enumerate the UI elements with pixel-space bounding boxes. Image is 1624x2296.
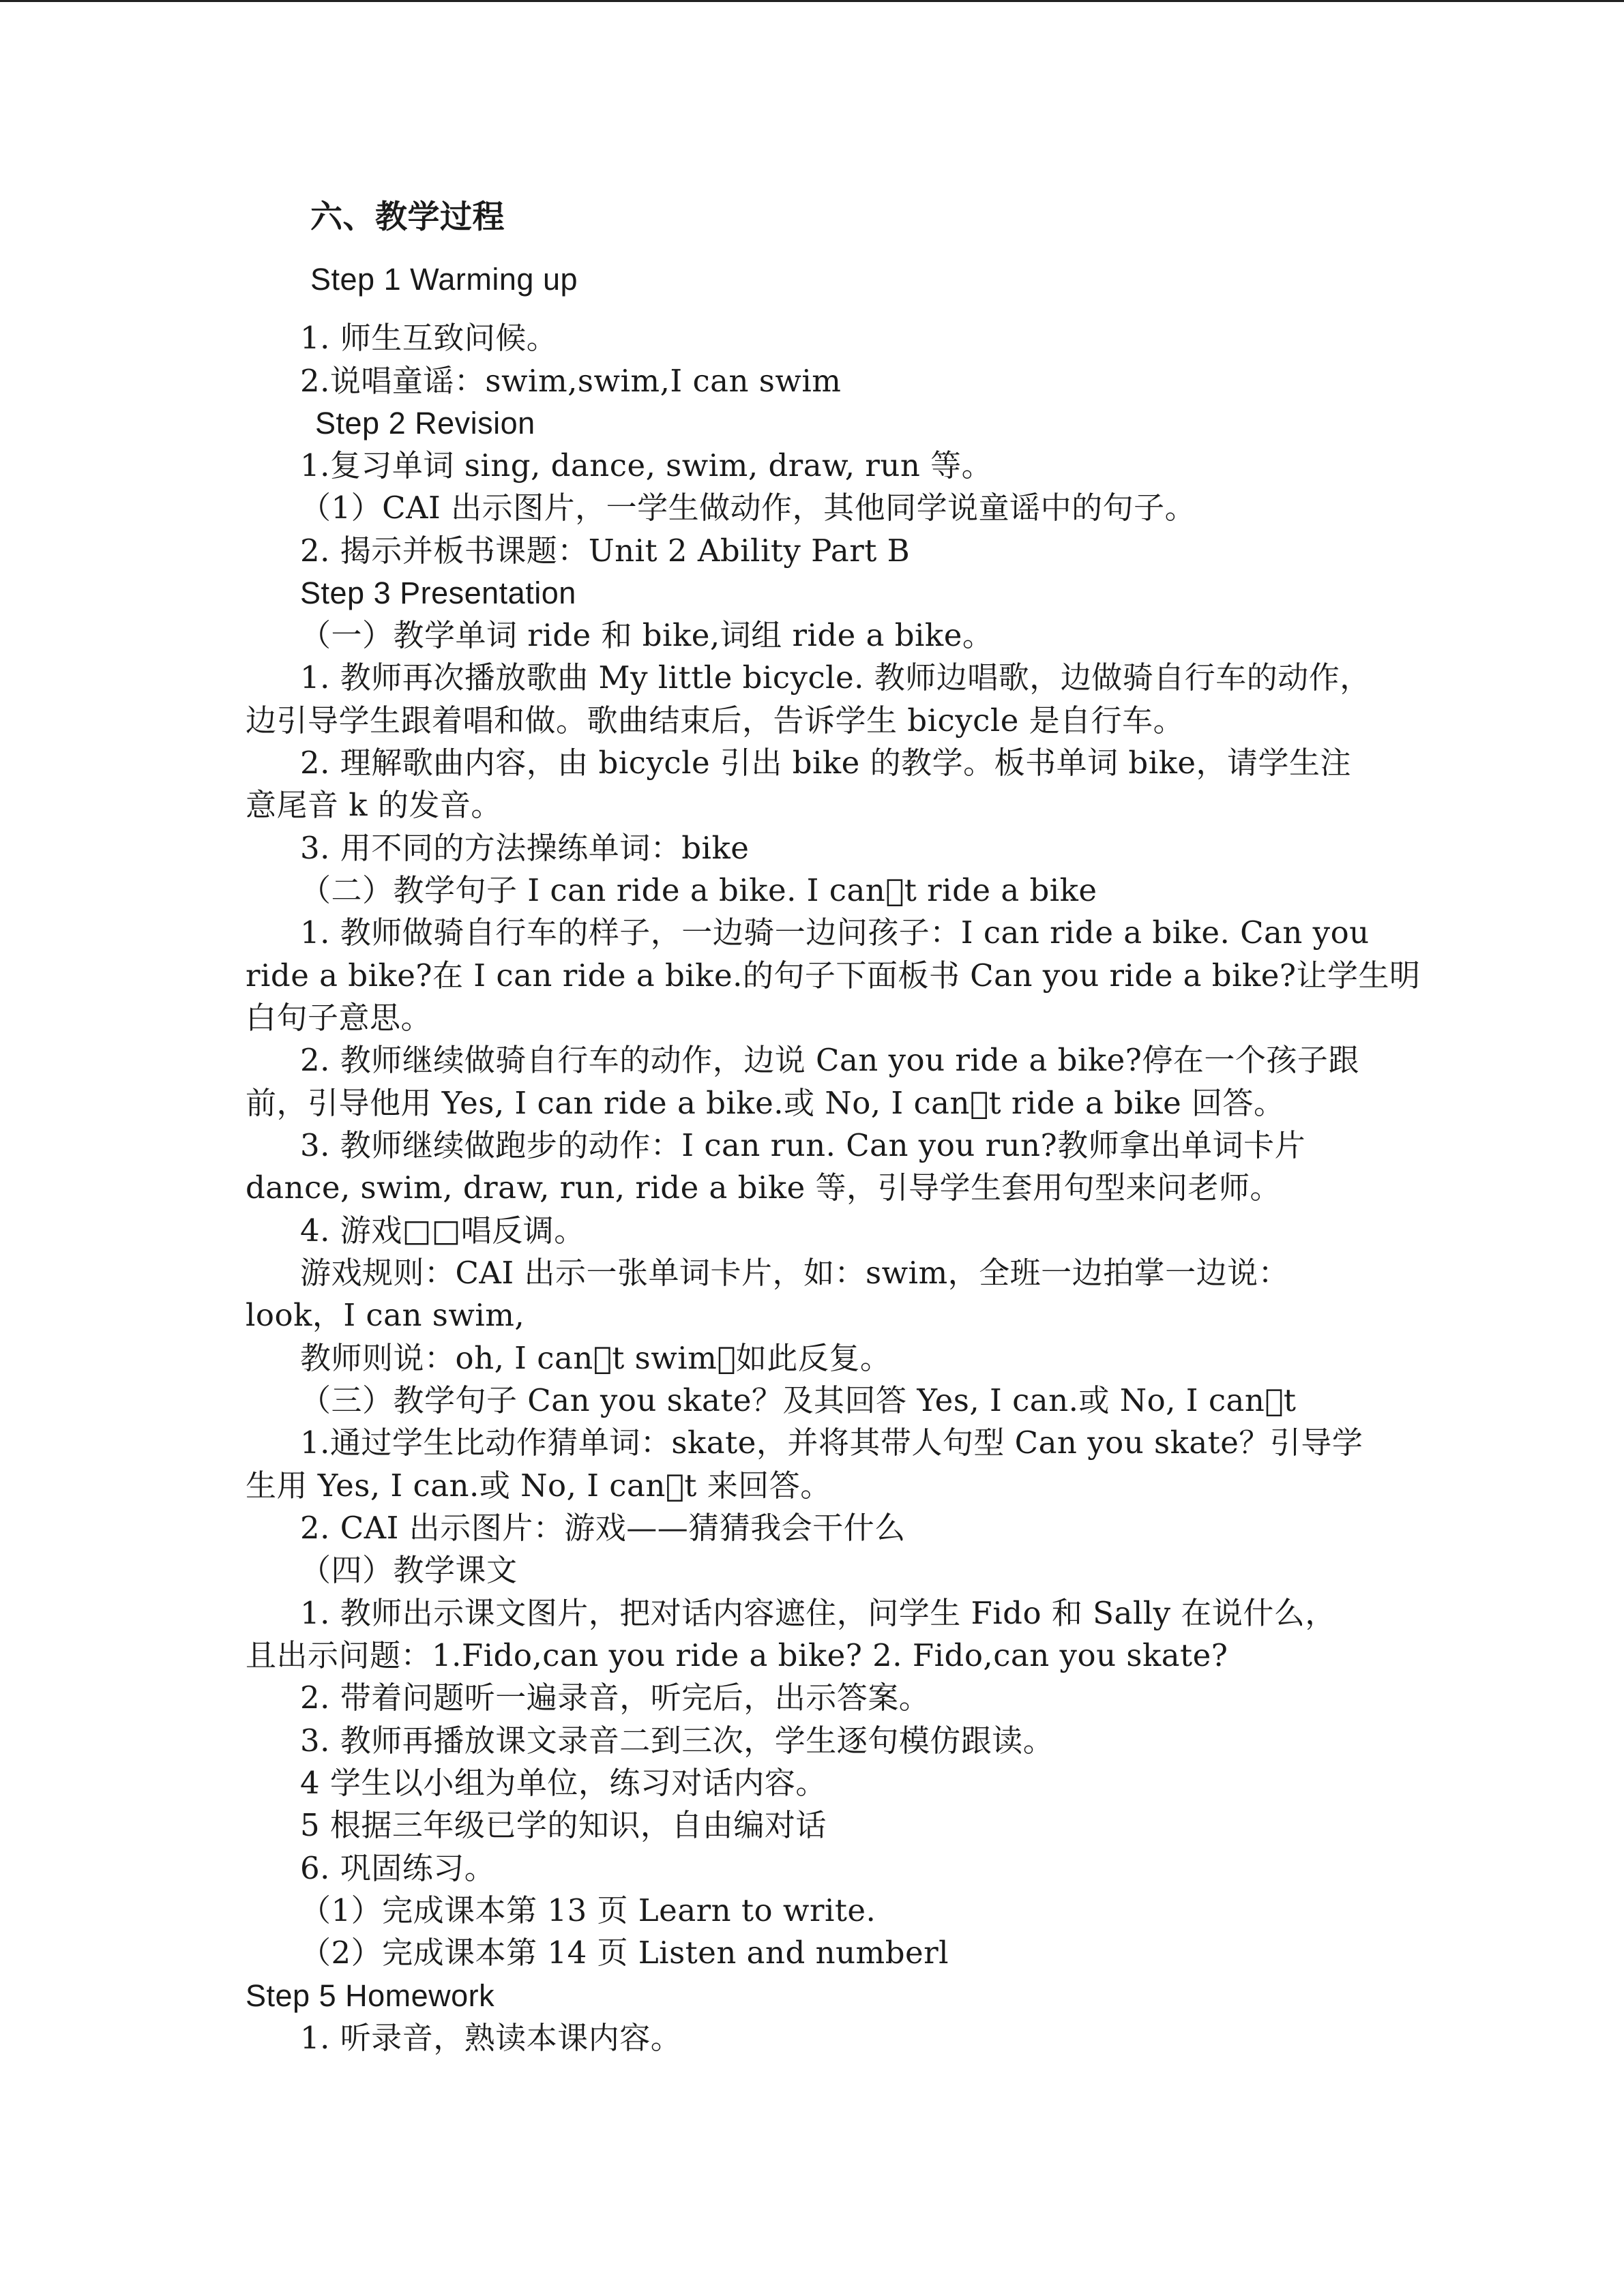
text-line: 2. 揭示并板书课题：Unit 2 Ability Part B bbox=[300, 533, 911, 569]
text-line: look，I can swim, bbox=[246, 1297, 525, 1333]
text-line: 6. 巩固练习。 bbox=[300, 1850, 496, 1886]
text-line: 教师则说：oh, I can t swim，如此反复。 bbox=[300, 1340, 891, 1376]
text-line: 2.说唱童谣：swim,swim,I can swim bbox=[300, 363, 842, 399]
text-line: dance, swim, draw, run, ride a bike 等，引导学生套用句型来问老师。 bbox=[246, 1169, 1282, 1206]
text-line: 2. 带着问题听一遍录音，听完后，出示答案。 bbox=[300, 1680, 930, 1716]
text-line: 5 根据三年级已学的知识，自由编对话 bbox=[300, 1807, 827, 1843]
text-line: （四）教学课文 bbox=[300, 1552, 518, 1588]
text-line: 1. 听录音，熟读本课内容。 bbox=[300, 2020, 682, 2056]
text-line: 1.复习单词 sing, dance, swim, draw, run 等。 bbox=[300, 447, 993, 483]
text-line: （三）教学句子 Can you skate？及其回答 Yes, I can.或 No, I can t bbox=[300, 1382, 1297, 1418]
step-3-heading: Step 3 Presentation bbox=[300, 576, 576, 610]
text-line: 4 学生以小组为单位，练习对话内容。 bbox=[300, 1765, 827, 1801]
text-line: 边引导学生跟着唱和做。歌曲结束后，告诉学生 bicycle 是自行车。 bbox=[246, 702, 1185, 739]
text-line: 意尾音 k 的发音。 bbox=[246, 787, 502, 823]
section-heading: 六、教学过程 bbox=[310, 198, 505, 236]
text-line: （1）CAI 出示图片，一学生做动作，其他同学说童谣中的句子。 bbox=[300, 490, 1196, 526]
text-line: ride a bike?在 I can ride a bike.的句子下面板书 Can you ride a bike?让学生明 bbox=[246, 957, 1421, 994]
text-line: 且出示问题：1.Fido,can you ride a bike? 2. Fido,can you skate? bbox=[246, 1637, 1228, 1673]
step-2-heading: Step 2 Revision bbox=[315, 406, 535, 441]
text-line: （二）教学句子 I can ride a bike. I can t ride a bike bbox=[300, 872, 1097, 908]
step-5-heading: Step 5 Homework bbox=[246, 1978, 495, 2013]
text-line: 1. 教师出示课文图片，把对话内容遮住，问学生 Fido 和 Sally 在说什么， bbox=[300, 1595, 1336, 1631]
text-line: 前，引导他用 Yes, I can ride a bike.或 No, I can t ride a bike 回答。 bbox=[246, 1085, 1285, 1121]
text-line: 1. 教师做骑自行车的样子，一边骑一边问孩子：I can ride a bike. Can you bbox=[300, 914, 1370, 951]
text-line: 游戏规则：CAI 出示一张单词卡片，如：swim，全班一边拍掌一边说： bbox=[300, 1255, 1290, 1291]
text-line: 3. 教师再播放课文录音二到三次，学生逐句模仿跟读。 bbox=[300, 1723, 1054, 1759]
text-line: （一）教学单词 ride 和 bike,词组 ride a bike。 bbox=[300, 617, 994, 653]
text-line: 2. 教师继续做骑自行车的动作，边说 Can you ride a bike?停在一个孩子跟 bbox=[300, 1042, 1359, 1078]
step-1-heading: Step 1 Warming up bbox=[310, 262, 578, 297]
text-line: 1. 师生互致问候。 bbox=[300, 320, 558, 356]
text-line: 4. 游戏□□唱反调。 bbox=[300, 1212, 585, 1249]
text-line: 1.通过学生比动作猜单词：skate，并将其带人句型 Can you skate？引导学 bbox=[300, 1425, 1363, 1461]
text-line: 3. 用不同的方法操练单词：bike bbox=[300, 830, 750, 866]
text-line: 白句子意思。 bbox=[246, 1000, 432, 1036]
text-line: 2. CAI 出示图片：游戏——猜猜我会干什么 bbox=[300, 1510, 906, 1546]
text-line: 生用 Yes, I can.或 No, I can t 来回答。 bbox=[246, 1467, 831, 1504]
text-line: 3. 教师继续做跑步的动作：I can run. Can you run?教师拿出单词卡片 bbox=[300, 1127, 1306, 1163]
text-line: （1）完成课本第 13 页 Learn to write. bbox=[300, 1892, 876, 1928]
text-line: （2）完成课本第 14 页 Listen and numberl bbox=[300, 1935, 949, 1971]
text-line: 2. 理解歌曲内容，由 bicycle 引出 bike 的教学。板书单词 bike，请学生注 bbox=[300, 745, 1352, 781]
text-line: 1. 教师再次播放歌曲 My little bicycle. 教师边唱歌，边做骑自行车的动作， bbox=[300, 659, 1371, 696]
